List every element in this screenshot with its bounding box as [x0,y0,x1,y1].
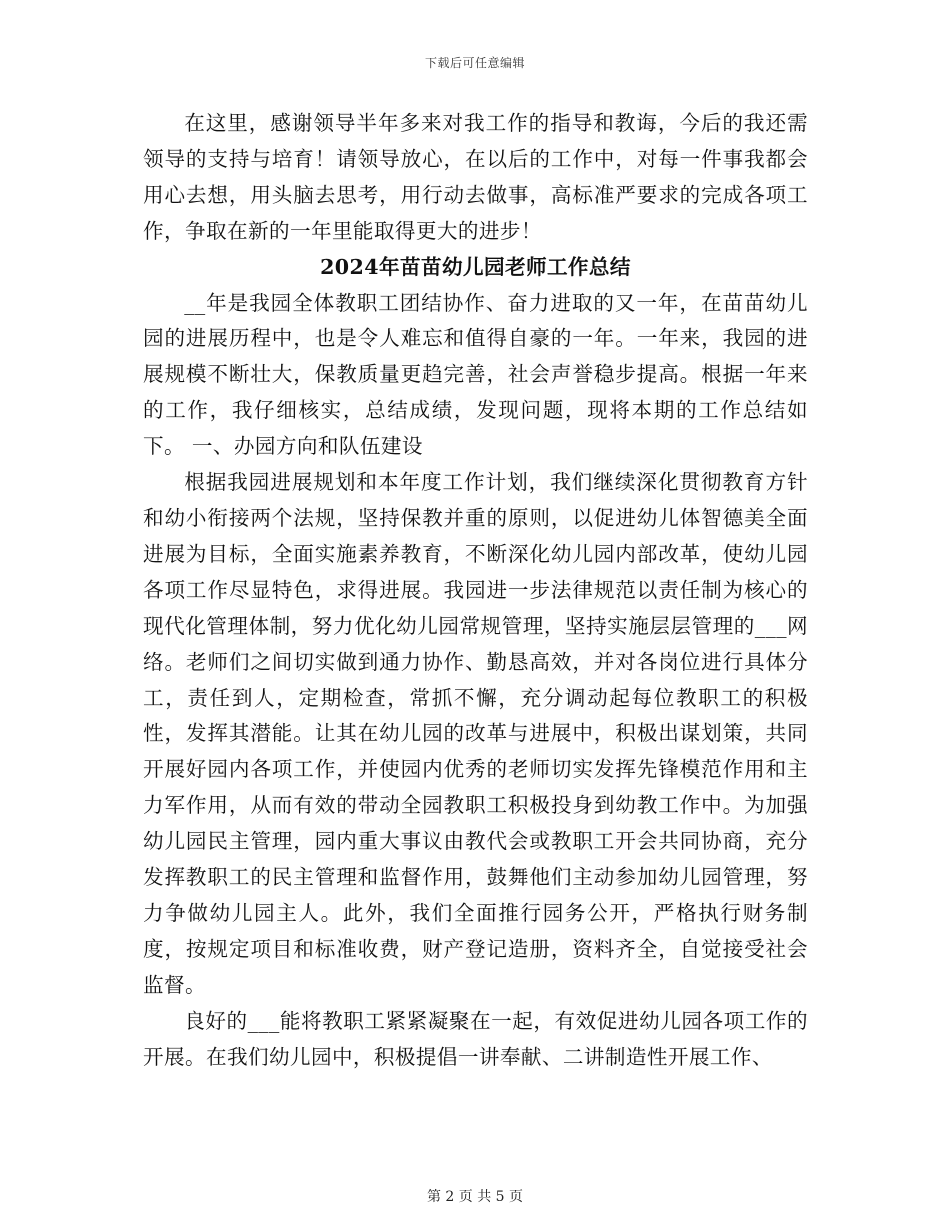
body-paragraph-1: __年是我园全体教职工团结协作、奋力进取的又一年，在苗苗幼儿园的进展历程中，也是令人难忘和值得自豪的一年。一年来，我园的进展规模不断壮大，保教质量更趋完善，社会声誉稳步提高。根据一年来的工作，我仔细核实，总结成绩，发现问题，现将本期的工作总结如下。 一、办园方向和队伍建设 [143,290,808,459]
document-body [143,106,808,1075]
page-number-footer: 第 2 页 共 5 页 [426,1189,524,1205]
body-paragraph-3: 良好的___能将教职工紧紧凝聚在一起，有效促进幼儿园各项工作的开展。在我们幼儿园中，积极提倡一讲奉献、二讲制造性开展工作、 [143,1008,808,1069]
document-title: 2024年苗苗幼儿园老师工作总结 [320,254,631,279]
body-paragraph-2: 根据我园进展规划和本年度工作计划，我们继续深化贯彻教育方针和幼小衔接两个法规，坚持保教并重的原则，以促进幼儿体智德美全面进展为目标，全面实施素养教育，不断深化幼儿园内部改革，使幼儿园各项工作尽显特色，求得进展。我园进一步法律规范以责任制为核心的现代化管理体制，努力优化幼儿园常规管理，坚持实施层层管理的___网络。老师们之间切实做到通力协作、勤恳高效，并对各岗位进行具体分工，责任到人，定期检查，常抓不懈，充分调动起每位教职工的积极性，发挥其潜能。让其在幼儿园的改革与进展中，积极出谋划策，共同开展好园内各项工作，并使园内优秀的老师切实发挥先锋模范作用和主力军作用，从而有效的带动全园教职工积极投身到幼教工作中。为加强幼儿园民主管理，园内重大事议由教代会或教职工开会共同协商，充分发挥教职工的民主管理和监督作用，鼓舞他们主动参加幼儿园管理，努力争做幼儿园主人。此外，我们全面推行园务公开，严格执行财务制度，按规定项目和标准收费，财产登记造册，资料齐全，自觉接受社会监督。 [143,470,808,997]
intro-paragraph: 在这里，感谢领导半年多来对我工作的指导和教诲，今后的我还需领导的支持与培育！请领导放心，在以后的工作中，对每一件事我都会用心去想，用头脑去思考，用行动去做事，高标准严要求的完成各项工作，争取在新的一年里能取得更大的进步！ [143,111,808,243]
page-header-note: 下载后可任意编辑 [424,56,525,70]
